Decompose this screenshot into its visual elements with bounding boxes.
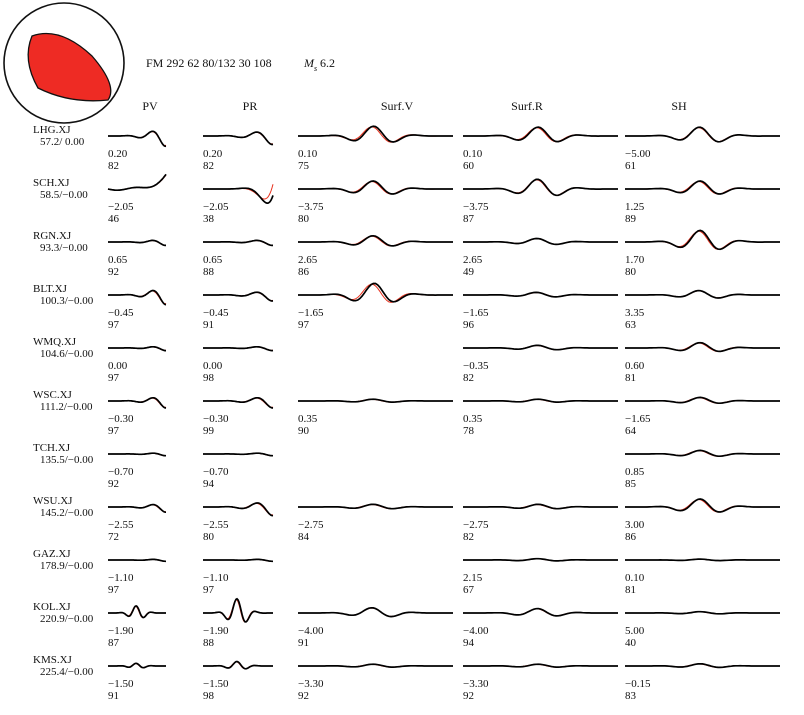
- time-shift-label: −1.50: [203, 678, 229, 690]
- time-shift-label: −3.30: [463, 678, 489, 690]
- correlation-label: 97: [203, 584, 214, 596]
- time-shift-label: −3.30: [298, 678, 324, 690]
- waveform-cell: [625, 397, 780, 437]
- correlation-label: 82: [463, 372, 474, 384]
- observed-trace: [625, 291, 780, 298]
- time-shift-label: −3.75: [463, 201, 489, 213]
- waveform-cell: [625, 230, 780, 278]
- station-name: WSC.XJ: [33, 389, 72, 401]
- correlation-label: 83: [625, 690, 636, 702]
- correlation-label: 82: [203, 160, 214, 172]
- observed-trace: [463, 292, 618, 297]
- time-shift-label: 2.15: [463, 572, 483, 584]
- waveform-cell: [463, 664, 618, 702]
- time-shift-label: 3.35: [625, 307, 645, 319]
- correlation-label: 97: [108, 319, 119, 331]
- observed-trace: [203, 453, 273, 456]
- observed-trace: [203, 503, 273, 516]
- synthetic-trace: [625, 231, 780, 249]
- waveform-cell: [298, 399, 453, 437]
- waveform-cell: [298, 504, 453, 543]
- correlation-label: 85: [625, 478, 636, 490]
- time-shift-label: −1.65: [298, 307, 324, 319]
- time-shift-label: −0.15: [625, 678, 651, 690]
- synthetic-trace: [625, 182, 780, 195]
- station-rows: [33, 124, 780, 702]
- waveform-cell: [108, 291, 166, 332]
- beachball-icon: [4, 3, 124, 123]
- correlation-label: 94: [463, 637, 474, 649]
- station-name: LHG.XJ: [33, 124, 71, 136]
- waveform-cell: [463, 504, 618, 543]
- observed-trace: [108, 291, 166, 305]
- time-shift-label: −3.75: [298, 201, 324, 213]
- correlation-label: 81: [625, 584, 636, 596]
- correlation-label: 72: [108, 531, 119, 543]
- waveform-cell: [203, 292, 273, 331]
- waveform-cell: [463, 239, 618, 279]
- time-shift-label: 1.70: [625, 254, 645, 266]
- waveform-cell: [625, 612, 780, 649]
- time-shift-label: −2.55: [108, 519, 134, 531]
- observed-trace: [298, 608, 453, 617]
- observed-trace: [108, 174, 166, 190]
- magnitude-value: 6.2: [320, 56, 335, 70]
- correlation-label: 61: [625, 160, 636, 172]
- station-distance: 93.3/−0.00: [40, 242, 88, 254]
- correlation-label: 87: [108, 637, 119, 649]
- waveform-cell: [463, 399, 618, 437]
- observed-trace: [625, 450, 780, 456]
- synthetic-trace: [625, 500, 780, 513]
- observed-trace: [108, 453, 166, 456]
- time-shift-label: −1.10: [203, 572, 229, 584]
- time-shift-label: 0.65: [203, 254, 223, 266]
- column-header: PR: [242, 99, 258, 113]
- waveform-cell: [203, 347, 273, 384]
- time-shift-label: 0.10: [298, 148, 318, 160]
- waveform-cell: [463, 609, 618, 649]
- observed-trace: [298, 664, 453, 667]
- time-shift-label: 0.10: [463, 148, 483, 160]
- waveform-cell: [463, 559, 618, 596]
- station-distance: 111.2/−0.00: [40, 401, 93, 413]
- correlation-label: 92: [108, 478, 119, 490]
- time-shift-label: −0.70: [203, 466, 229, 478]
- correlation-label: 88: [203, 637, 214, 649]
- station-row: [33, 599, 780, 649]
- waveform-cell: [625, 343, 780, 384]
- correlation-label: 97: [108, 584, 119, 596]
- waveform-cell: [108, 398, 166, 437]
- time-shift-label: −0.30: [108, 413, 134, 425]
- waveform-cell: [625, 291, 780, 331]
- time-shift-label: −1.10: [108, 572, 134, 584]
- magnitude-symbol: M: [304, 56, 314, 70]
- time-shift-label: 0.20: [108, 148, 128, 160]
- station-name: WMQ.XJ: [33, 336, 77, 348]
- observed-trace: [108, 398, 166, 408]
- correlation-label: 80: [298, 213, 309, 225]
- observed-trace: [298, 504, 453, 508]
- station-row: [33, 336, 780, 384]
- time-shift-label: −2.05: [203, 201, 229, 213]
- correlation-label: 98: [203, 690, 214, 702]
- observed-trace: [108, 559, 166, 561]
- observed-trace: [108, 347, 166, 351]
- correlation-label: 92: [463, 690, 474, 702]
- time-shift-label: −0.45: [108, 307, 134, 319]
- observed-trace: [108, 240, 166, 245]
- time-shift-label: −4.00: [463, 625, 489, 637]
- station-row: [33, 230, 780, 278]
- station-distance: 135.5/−0.00: [40, 454, 94, 466]
- station-row: [33, 495, 780, 543]
- correlation-label: 81: [625, 372, 636, 384]
- waveform-cell: [298, 181, 453, 225]
- correlation-label: 97: [108, 425, 119, 437]
- waveform-cell: [108, 453, 166, 490]
- waveform-cell: [108, 606, 166, 649]
- correlation-label: 78: [463, 425, 474, 437]
- time-shift-label: 5.00: [625, 625, 645, 637]
- observed-trace: [108, 131, 166, 146]
- correlation-label: 90: [298, 425, 309, 437]
- correlation-label: 87: [463, 213, 474, 225]
- station-row: [33, 124, 780, 172]
- waveform-cell: [298, 664, 453, 702]
- correlation-label: 84: [298, 531, 309, 543]
- time-shift-label: 0.65: [108, 254, 128, 266]
- observed-trace: [463, 664, 618, 667]
- waveform-cell: [463, 127, 618, 172]
- time-shift-label: −2.75: [298, 519, 324, 531]
- correlation-label: 99: [203, 425, 214, 437]
- waveform-cell: [203, 398, 273, 437]
- correlation-label: 60: [463, 160, 474, 172]
- station-name: BLT.XJ: [33, 283, 67, 295]
- station-distance: 104.6/−0.00: [40, 348, 94, 360]
- station-row: [33, 442, 780, 490]
- observed-trace: [203, 662, 273, 669]
- synthetic-trace: [298, 182, 453, 195]
- observed-trace: [203, 347, 273, 351]
- correlation-label: 92: [108, 266, 119, 278]
- time-shift-label: 0.35: [298, 413, 318, 425]
- column-headers: [142, 99, 687, 113]
- correlation-label: 40: [625, 637, 636, 649]
- waveform-cell: [203, 184, 273, 225]
- observed-trace: [108, 663, 166, 667]
- time-shift-label: 1.25: [625, 201, 645, 213]
- synthetic-trace: [625, 128, 780, 142]
- time-shift-label: −2.75: [463, 519, 489, 531]
- correlation-label: 91: [298, 637, 309, 649]
- waveform-cell: [203, 662, 273, 703]
- waveform-cell: [625, 559, 780, 596]
- correlation-label: 46: [108, 213, 119, 225]
- time-shift-label: 0.00: [203, 360, 223, 372]
- synthetic-trace: [108, 606, 166, 617]
- time-shift-label: 0.35: [463, 413, 483, 425]
- figure-header: [146, 56, 335, 73]
- focal-mechanism-label: FM 292 62 80/132 30 108: [146, 56, 272, 70]
- correlation-label: 63: [625, 319, 636, 331]
- correlation-label: 92: [298, 690, 309, 702]
- waveform-cell: [298, 126, 453, 172]
- station-name: GAZ.XJ: [33, 548, 71, 560]
- time-shift-label: 2.65: [463, 254, 483, 266]
- correlation-label: 86: [298, 266, 309, 278]
- observed-trace: [625, 612, 780, 614]
- column-header: Surf.V: [380, 99, 414, 113]
- observed-trace: [203, 240, 273, 245]
- observed-trace: [463, 399, 618, 402]
- station-name: RGN.XJ: [33, 230, 72, 242]
- correlation-label: 64: [625, 425, 636, 437]
- observed-trace: [203, 132, 273, 144]
- synthetic-trace: [298, 127, 453, 142]
- station-row: [33, 548, 780, 596]
- correlation-label: 38: [203, 213, 214, 225]
- observed-trace: [463, 559, 618, 561]
- station-name: SCH.XJ: [33, 177, 70, 189]
- station-name: KOL.XJ: [33, 601, 71, 613]
- observed-trace: [108, 606, 166, 618]
- station-name: TCH.XJ: [33, 442, 70, 454]
- waveform-cell: [108, 174, 166, 225]
- correlation-label: 97: [298, 319, 309, 331]
- waveform-cell: [463, 292, 618, 331]
- waveform-cell: [625, 664, 780, 702]
- time-shift-label: 0.10: [625, 572, 645, 584]
- correlation-label: 97: [108, 372, 119, 384]
- station-distance: 220.9/−0.00: [40, 613, 94, 625]
- time-shift-label: 0.60: [625, 360, 645, 372]
- observed-trace: [203, 292, 273, 301]
- time-shift-label: 3.00: [625, 519, 645, 531]
- correlation-label: 67: [463, 584, 474, 596]
- correlation-label: 86: [625, 531, 636, 543]
- time-shift-label: −5.00: [625, 148, 651, 160]
- time-shift-label: 0.20: [203, 148, 223, 160]
- observed-trace: [108, 505, 166, 513]
- observed-trace: [625, 397, 780, 403]
- magnitude-subscript: s: [314, 64, 318, 73]
- correlation-label: 82: [463, 531, 474, 543]
- observed-trace: [463, 504, 618, 508]
- waveform-cell: [108, 505, 166, 543]
- waveform-cell: [298, 236, 453, 278]
- observed-trace: [463, 239, 618, 245]
- correlation-label: 82: [108, 160, 119, 172]
- synthetic-trace: [463, 128, 618, 142]
- station-row: [33, 654, 780, 702]
- observed-trace: [203, 559, 273, 561]
- correlation-label: 96: [463, 319, 474, 331]
- station-distance: 58.5/−0.00: [40, 189, 88, 201]
- observed-trace: [625, 559, 780, 561]
- waveform-cell: [625, 450, 780, 490]
- waveform-cell: [298, 608, 453, 649]
- time-shift-label: −4.00: [298, 625, 324, 637]
- waveform-cell: [298, 284, 453, 332]
- column-header: Surf.R: [511, 99, 543, 113]
- waveform-cell: [203, 599, 273, 649]
- waveform-cell: [625, 181, 780, 225]
- waveform-cell: [203, 559, 273, 596]
- observed-trace: [625, 664, 780, 668]
- waveform-cell: [203, 503, 273, 543]
- station-distance: 145.2/−0.00: [40, 507, 94, 519]
- correlation-label: 80: [203, 531, 214, 543]
- time-shift-label: −0.70: [108, 466, 134, 478]
- synthetic-trace: [463, 180, 618, 195]
- waveform-cell: [463, 345, 618, 384]
- correlation-label: 80: [625, 266, 636, 278]
- station-row: [33, 283, 780, 331]
- correlation-label: 91: [108, 690, 119, 702]
- correlation-label: 98: [203, 372, 214, 384]
- station-row: [33, 389, 780, 437]
- station-name: WSU.XJ: [33, 495, 73, 507]
- waveform-cell: [108, 559, 166, 596]
- station-distance: 57.2/ 0.00: [40, 136, 85, 148]
- waveform-cell: [463, 179, 618, 225]
- correlation-label: 91: [203, 319, 214, 331]
- waveform-cell: [625, 127, 780, 172]
- time-shift-label: −2.55: [203, 519, 229, 531]
- waveform-cell: [203, 453, 273, 490]
- observed-trace: [203, 398, 273, 408]
- correlation-label: 49: [463, 266, 474, 278]
- time-shift-label: −1.50: [108, 678, 134, 690]
- column-header: PV: [142, 99, 158, 113]
- observed-trace: [463, 609, 618, 616]
- time-shift-label: −1.90: [108, 625, 134, 637]
- synthetic-trace: [203, 184, 273, 199]
- time-shift-label: 2.65: [298, 254, 318, 266]
- time-shift-label: −0.45: [203, 307, 229, 319]
- waveform-cell: [203, 240, 273, 278]
- waveform-cell: [108, 240, 166, 278]
- column-header: SH: [671, 99, 687, 113]
- waveform-cell: [625, 499, 780, 543]
- time-shift-label: 0.85: [625, 466, 645, 478]
- synthetic-trace: [203, 600, 273, 622]
- correlation-label: 88: [203, 266, 214, 278]
- time-shift-label: −0.35: [463, 360, 489, 372]
- station-distance: 178.9/−0.00: [40, 560, 94, 572]
- waveform-cell: [108, 347, 166, 384]
- observed-trace: [298, 399, 453, 402]
- time-shift-label: −1.90: [203, 625, 229, 637]
- station-row: [33, 174, 780, 225]
- station-distance: 225.4/−0.00: [40, 666, 94, 678]
- time-shift-label: −1.65: [625, 413, 651, 425]
- correlation-label: 89: [625, 213, 636, 225]
- station-distance: 100.3/−0.00: [40, 295, 94, 307]
- time-shift-label: 0.00: [108, 360, 128, 372]
- waveform-cell: [108, 131, 166, 172]
- correlation-label: 94: [203, 478, 214, 490]
- station-name: KMS.XJ: [33, 654, 72, 666]
- synthetic-trace: [298, 284, 453, 302]
- time-shift-label: −1.65: [463, 307, 489, 319]
- time-shift-label: −2.05: [108, 201, 134, 213]
- waveform-cell: [203, 132, 273, 172]
- correlation-label: 75: [298, 160, 309, 172]
- observed-trace: [463, 345, 618, 349]
- waveform-cell: [108, 663, 166, 702]
- time-shift-label: −0.30: [203, 413, 229, 425]
